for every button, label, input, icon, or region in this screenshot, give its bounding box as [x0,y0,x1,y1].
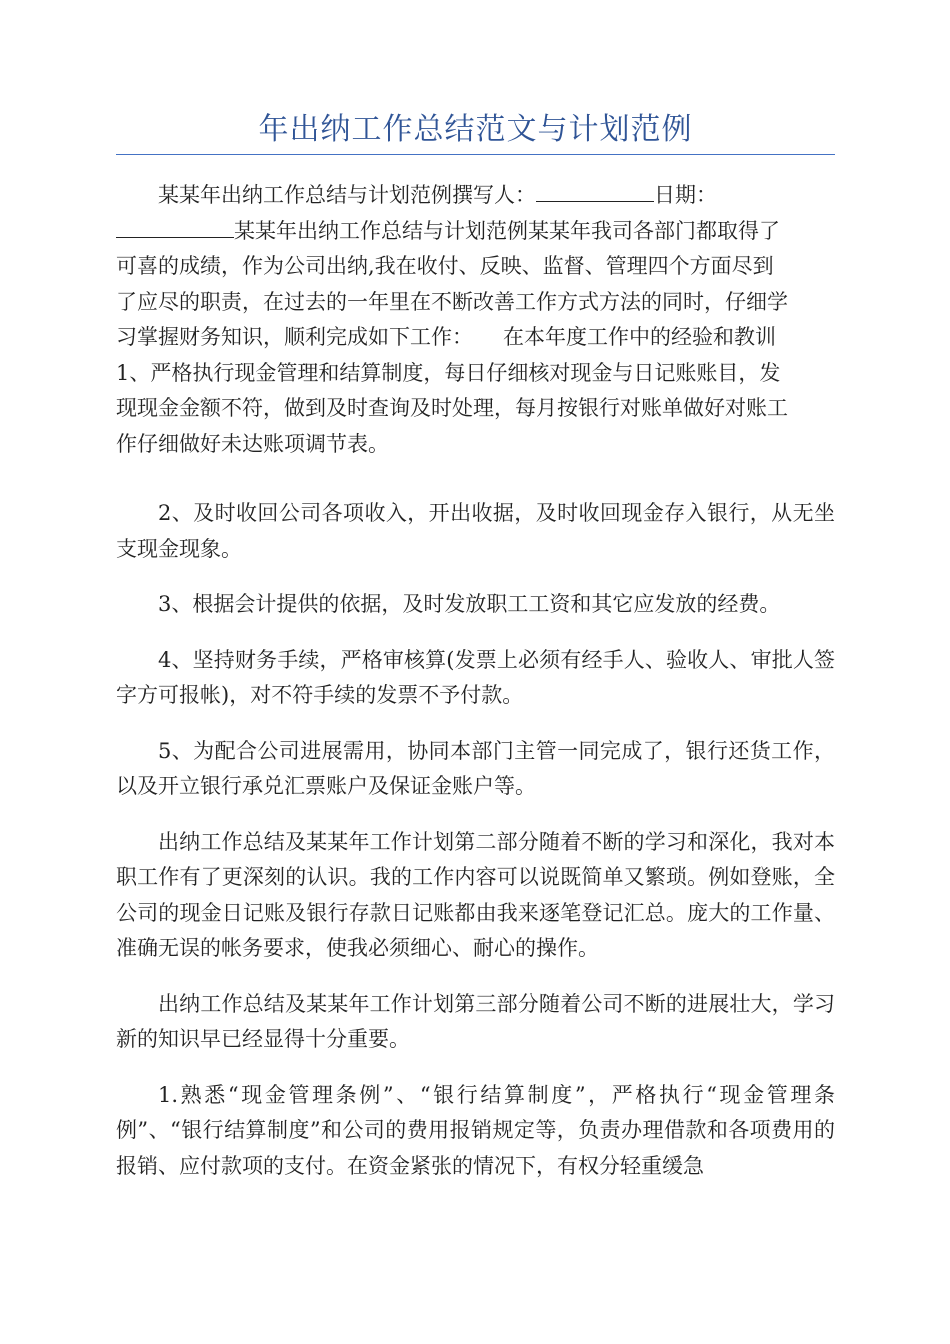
paragraph-duty-1: 1.熟悉“现金管理条例”、“银行结算制度”，严格执行“现金管理条例”、“银行结算制度”和公司的费用报销规定等，负责办理借款和各项费用的报销、应付款项的支付。在资金紧张的情况下，有权分轻重缓急 [116,1082,835,1178]
intro-line-7: 现现金金额不符，做到及时查询及时处理，每月按银行对账单做好对账工 [116,396,788,420]
intro-block [116,178,835,462]
paragraphs-block [116,496,835,1184]
intro-line-2 [116,214,835,250]
intro-line-3: 可喜的成绩，作为公司出纳,我在收付、反映、监督、管理四个方面尽到 [116,254,774,278]
author-blank [536,181,654,202]
intro-line-5a: 习掌握财务知识，顺利完成如下工作： [116,325,473,349]
intro-line-4: 了应尽的职责，在过去的一年里在不断改善工作方式方法的同时，仔细学 [116,289,788,314]
intro-line-8: 作仔细做好未达账项调节表。 [116,431,389,456]
paragraph-item-4: 4、坚持财务手续，严格审核算(发票上必须有经手人、验收人、审批人签字方可报帐)，对不符手续的发票不予付款。 [116,647,835,707]
paragraph-part-three: 出纳工作总结及某某年工作计划第三部分随着公司不断的进展壮大，学习新的知识早已经显得十分重要。 [116,991,835,1051]
intro-text-a: 某某年出纳工作总结与计划范例某某年我司各部门都取得了 [234,218,780,243]
paragraph-item-2: 2、及时收回公司各项收入，开出收据，及时收回现金存入银行，从无坐支现金现象。 [116,501,835,561]
document-title: 年出纳工作总结范文与计划范例 [258,112,693,147]
paragraph-item-5: 5、为配合公司进展需用，协同本部门主管一同完成了，银行还货工作，以及开立银行承兑汇票账户及保证金账户等。 [116,738,835,798]
paragraph-part-two: 出纳工作总结及某某年工作计划第二部分随着不断的学习和深化，我对本职工作有了更深刻的认识。我的工作内容可以说既简单又繁琐。例如登账，全公司的现金日记账及银行存款日记账都由我来逐笔登记汇总。庞大的工作量、准确无误的帐务要求，使我必须细心、耐心的操作。 [116,829,835,960]
date-blank [116,217,234,238]
intro-line-6: 1、严格执行现金管理和结算制度，每日仔细核对现金与日记账账目，发 [116,360,781,385]
intro-line-5 [116,320,835,356]
date-label: 日期： [654,183,717,207]
paragraph-item-3: 3、根据会计提供的依据，及时发放职工工资和其它应发放的经费。 [158,592,781,616]
author-label: 某某年出纳工作总结与计划范例撰写人： [158,183,536,207]
title-underline [116,154,835,155]
intro-line-5b: 在本年度工作中的经验和教训 [503,325,776,349]
intro-line-1 [116,178,835,214]
